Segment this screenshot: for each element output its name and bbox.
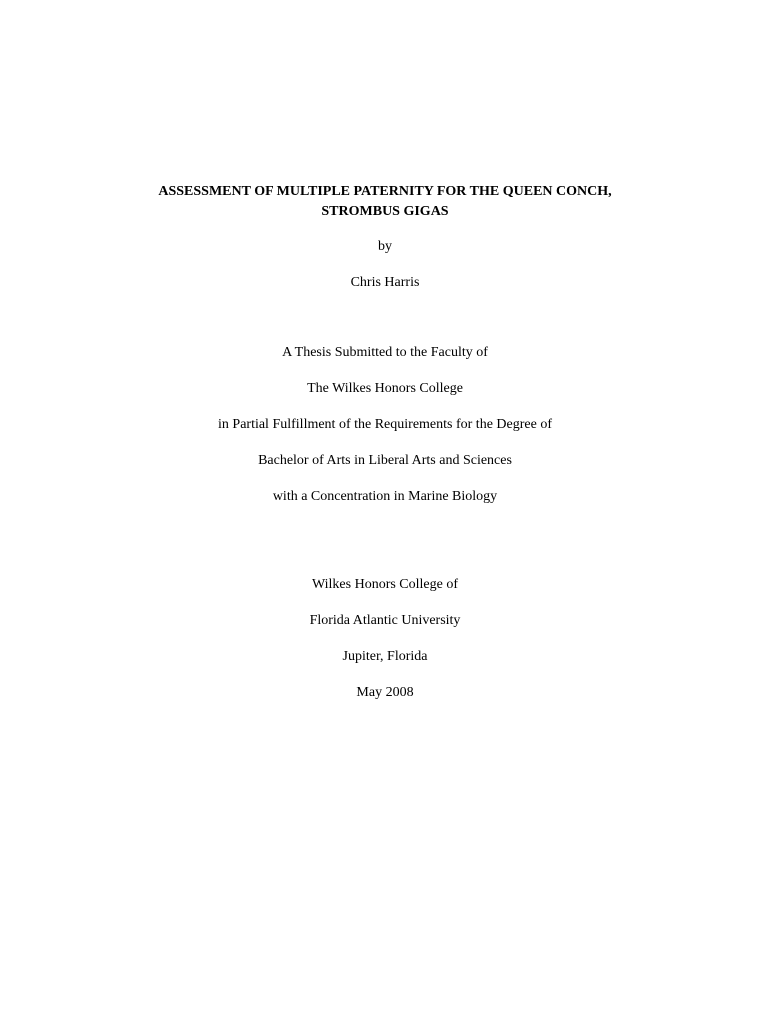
by-label: by — [378, 239, 392, 254]
author-name: Chris Harris — [350, 275, 420, 290]
submission-line-2: The Wilkes Honors College — [307, 381, 463, 396]
institution-location: Jupiter, Florida — [342, 649, 428, 664]
institution-line-2: Florida Atlantic University — [309, 613, 461, 628]
institution-line-1: Wilkes Honors College of — [311, 577, 459, 592]
degree-name: Bachelor of Arts in Liberal Arts and Sciences — [258, 453, 512, 468]
submission-line-1: A Thesis Submitted to the Faculty of — [282, 345, 488, 360]
thesis-date: May 2008 — [356, 685, 414, 700]
submission-line-3: in Partial Fulfillment of the Requirements for the Degree of — [218, 417, 552, 432]
thesis-title-line-2: STROMBUS GIGAS — [321, 204, 449, 219]
thesis-title-line-1: ASSESSMENT OF MULTIPLE PATERNITY FOR THE QUEEN CONCH, — [158, 184, 612, 199]
concentration: with a Concentration in Marine Biology — [272, 489, 498, 504]
